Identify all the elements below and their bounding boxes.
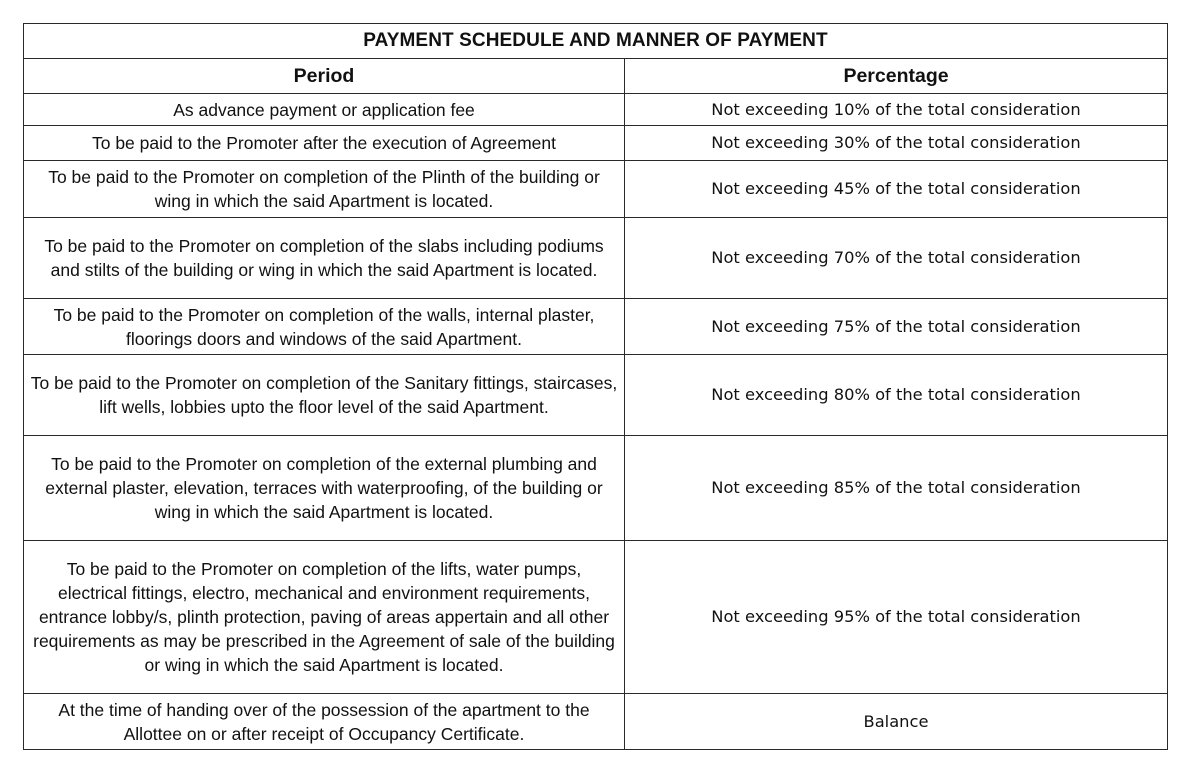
percentage-cell: Not exceeding 80% of the total consideration — [625, 355, 1168, 436]
period-cell: To be paid to the Promoter on completion of the external plumbing and external plaster, elevation, terraces with waterproofing, of the building or wing in which the said Apartment is located. — [24, 436, 625, 541]
table-row — [24, 161, 1168, 218]
percentage-cell: Balance — [625, 694, 1168, 750]
table-row — [24, 694, 1168, 750]
table-row — [24, 218, 1168, 299]
column-header-percentage: Percentage — [625, 59, 1168, 94]
percentage-cell: Not exceeding 85% of the total consideration — [625, 436, 1168, 541]
table-title-row — [24, 24, 1168, 59]
table-row — [24, 299, 1168, 355]
period-cell: To be paid to the Promoter on completion of the Sanitary fittings, staircases, lift wells, lobbies upto the floor level of the said Apartment. — [24, 355, 625, 436]
table-row — [24, 436, 1168, 541]
percentage-cell: Not exceeding 75% of the total consideration — [625, 299, 1168, 355]
period-cell: To be paid to the Promoter after the execution of Agreement — [24, 126, 625, 161]
percentage-cell: Not exceeding 45% of the total consideration — [625, 161, 1168, 218]
table-row — [24, 94, 1168, 126]
percentage-cell: Not exceeding 30% of the total consideration — [625, 126, 1168, 161]
table-header-row — [24, 59, 1168, 94]
period-cell: To be paid to the Promoter on completion of the walls, internal plaster, floorings doors and windows of the said Apartment. — [24, 299, 625, 355]
payment-schedule-table — [23, 23, 1168, 750]
period-cell: To be paid to the Promoter on completion of the slabs including podiums and stilts of the building or wing in which the said Apartment is located. — [24, 218, 625, 299]
period-cell: To be paid to the Promoter on completion of the lifts, water pumps, electrical fittings, electro, mechanical and environment requirements, entrance lobby/s, plinth protection, paving of areas appertain and all other requirements as may be prescribed in the Agreement of sale of the building or wing in which the said Apartment is located. — [24, 541, 625, 694]
table-row — [24, 126, 1168, 161]
period-cell: As advance payment or application fee — [24, 94, 625, 126]
column-header-period: Period — [24, 59, 625, 94]
period-cell: At the time of handing over of the possession of the apartment to the Allottee on or after receipt of Occupancy Certificate. — [24, 694, 625, 750]
table-row — [24, 541, 1168, 694]
table-title: PAYMENT SCHEDULE AND MANNER OF PAYMENT — [24, 24, 1168, 59]
percentage-cell: Not exceeding 10% of the total consideration — [625, 94, 1168, 126]
period-cell: To be paid to the Promoter on completion of the Plinth of the building or wing in which the said Apartment is located. — [24, 161, 625, 218]
table-row — [24, 355, 1168, 436]
percentage-cell: Not exceeding 70% of the total consideration — [625, 218, 1168, 299]
percentage-cell: Not exceeding 95% of the total consideration — [625, 541, 1168, 694]
